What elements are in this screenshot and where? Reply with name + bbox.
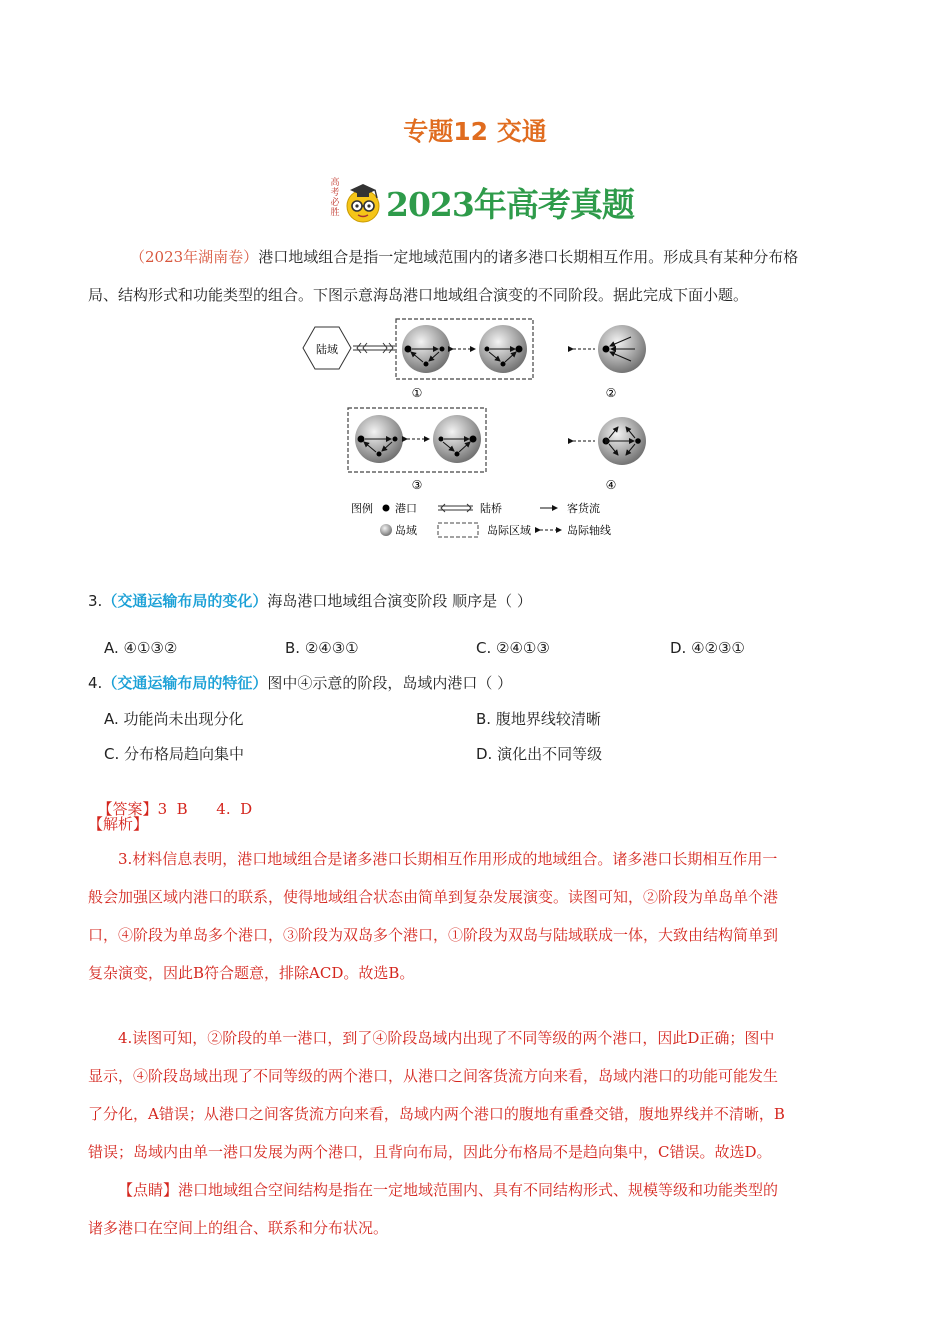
q4-option-b[interactable]: B. 腹地界线较清晰 [476, 710, 601, 728]
stage-label-2: ② [605, 386, 617, 400]
page-title: 专题12 交通 [403, 117, 547, 146]
banner-text: 2023年高考真题 [386, 185, 634, 224]
explanation-3-line-1: 3.材料信息表明，港口地域组合是诸多港口长期相互作用形成的地域组合。诸多港口长期相互作用一 [118, 850, 778, 868]
stage-label-1: ① [411, 386, 423, 400]
legend-port: 港口 [395, 502, 417, 515]
explanation-3-line-4: 复杂演变，因此B符合题意，排除ACD。故选B。 [88, 964, 415, 982]
stage-2-diagram [573, 325, 646, 400]
intro-text-2: 局、结构形式和功能类型的组合。下图示意海岛港口地域组合演变的不同阶段。据此完成下面小题。 [88, 286, 749, 304]
answer-line [88, 779, 252, 819]
question-3-number: 3. [88, 592, 103, 610]
legend-inter-island-symbol [438, 523, 478, 537]
stage-4-diagram [573, 417, 646, 492]
stage-label-3: ③ [411, 478, 423, 492]
legend-title: 图例 [351, 502, 373, 515]
stage-label-4: ④ [605, 478, 617, 492]
q4-option-c[interactable]: C. 分布格局趋向集中 [104, 745, 245, 763]
banner-vertical-text: 高考必胜 [330, 178, 340, 218]
q4-option-d[interactable]: D. 演化出不同等级 [476, 745, 603, 763]
legend-inter-island-area: 岛际区域 [487, 524, 531, 537]
explanation-3-line-3: 口，④阶段为单岛多个港口，③阶段为双岛多个港口，①阶段为双岛与陆域联成一体，大致由结构简单到 [88, 926, 779, 944]
port-evolution-figure [295, 313, 665, 553]
question-4-text: 图中④示意的阶段，岛域内港口（ ） [267, 674, 513, 692]
tip-line-1 [118, 1171, 778, 1209]
answer-value: 3 B 4. D [157, 800, 253, 818]
q3-option-d[interactable]: D. ④②③① [670, 639, 745, 657]
stage-1-diagram [303, 319, 533, 400]
q3-option-b[interactable]: B. ②④③① [285, 639, 359, 657]
legend-land-bridge-symbol [438, 504, 473, 512]
mascot-icon [342, 182, 384, 224]
q3-option-c[interactable]: C. ②④①③ [476, 639, 550, 657]
legend-port-symbol [383, 505, 390, 512]
legend-island-symbol [380, 524, 392, 536]
question-3 [88, 591, 532, 611]
stage-3-diagram [348, 408, 486, 492]
figure-legend [351, 501, 611, 537]
legend-flow: 客货流 [567, 502, 600, 515]
source-label: （2023年湖南卷） [130, 248, 259, 266]
explanation-4-line-4: 错误；岛域内由单一港口发展为两个港口，且背向布局，因此分布格局不是趋向集中，C错误。故选D。 [88, 1143, 772, 1161]
question-3-text: 海岛港口地域组合演变阶段 顺序是（ ） [267, 592, 532, 610]
intro-line-1 [130, 238, 870, 276]
analysis-label: 【解析】 [88, 815, 149, 833]
tip-text-1: 港口地域组合空间结构是指在一定地域范围内、具有不同结构形式、规模等级和功能类型的 [178, 1181, 779, 1199]
land-label: 陆域 [316, 343, 338, 356]
question-4 [88, 673, 512, 693]
tip-label: 【点睛】 [118, 1181, 179, 1199]
intro-text-1: 港口地域组合是指一定地域范围内的诸多港口长期相互作用。形成具有某种分布格 [258, 248, 799, 266]
tip-line-2: 诸多港口在空间上的组合、联系和分布状况。 [88, 1219, 389, 1237]
explanation-4-line-1: 4.读图可知，②阶段的单一港口，到了④阶段岛域内出现了不同等级的两个港口，因此D正确；图中 [118, 1029, 775, 1047]
question-4-number: 4. [88, 674, 103, 692]
explanation-4-line-2: 显示，④阶段岛域出现了不同等级的两个港口，从港口之间客货流方向来看，岛域内港口的功能可能发生 [88, 1067, 779, 1085]
q4-option-a[interactable]: A. 功能尚未出现分化 [104, 710, 244, 728]
legend-island: 岛域 [395, 524, 417, 537]
legend-island-axis: 岛际轴线 [567, 524, 611, 537]
explanation-4-line-3: 了分化，A错误；从港口之间客货流方向来看，岛域内两个港口的腹地有重叠交错，腹地界线并不清晰，B [88, 1105, 785, 1123]
section-banner [330, 176, 634, 230]
q3-option-a[interactable]: A. ④①③② [104, 639, 178, 657]
legend-land-bridge: 陆桥 [480, 502, 502, 515]
question-4-tag: （交通运输布局的特征） [102, 674, 268, 692]
answer-label: 【答案】 [97, 800, 158, 818]
explanation-3-line-2: 般会加强区域内港口的联系，使得地域组合状态由简单到复杂发展演变。读图可知，②阶段为单岛单个港 [88, 888, 779, 906]
question-3-tag: （交通运输布局的变化） [102, 592, 268, 610]
